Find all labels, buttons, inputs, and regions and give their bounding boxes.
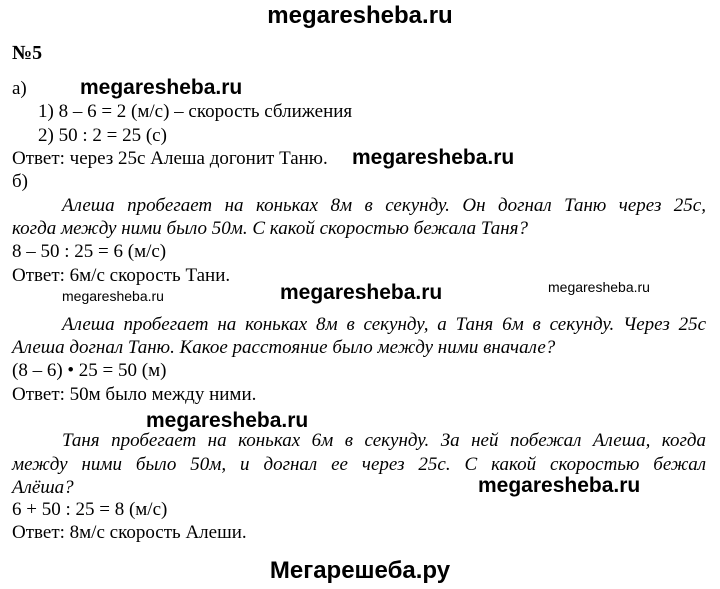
answer3: Ответ: 8м/с скорость Алеши. (12, 522, 247, 543)
part-a-answer: Ответ: через 25с Алеша догонит Таню. (12, 148, 328, 169)
task3-line2: между ними было 50м, и догнал ее через 25с. С какой скоростью бежал (12, 454, 706, 475)
watermark-right: megaresheba.ru (548, 279, 650, 295)
task3-line3: Алёша? (12, 477, 74, 498)
header-watermark: megaresheba.ru (267, 2, 453, 29)
problem-number: №5 (12, 42, 43, 64)
part-a-answer-watermark: megaresheba.ru (352, 146, 515, 169)
solution3: 6 + 50 : 25 = 8 (м/с) (12, 499, 168, 520)
part-a-watermark: megaresheba.ru (80, 76, 243, 99)
task3-watermark: megaresheba.ru (478, 474, 641, 497)
task2-line2: Алеша догнал Таню. Какое расстояние было между ними вначале? (12, 337, 556, 358)
part-b-label: б) (12, 171, 28, 192)
solution1: 8 – 50 : 25 = 6 (м/с) (12, 241, 167, 262)
watermark-mid: megaresheba.ru (146, 409, 309, 432)
task3-line1: Таня пробегает на коньках 6м в секунду. За ней побежал Алеша, когда (62, 430, 706, 451)
task1-line1: Алеша пробегает на коньках 8м в секунду. Он догнал Таню через 25с, (62, 195, 706, 216)
answer1: Ответ: 6м/с скорость Тани. (12, 265, 231, 286)
watermark-center: megaresheba.ru (280, 281, 443, 304)
task1-line2: когда между ними было 50м. С какой скоростью бежала Таня? (12, 218, 528, 239)
answer2: Ответ: 50м было между ними. (12, 384, 257, 405)
part-a-step2: 2) 50 : 2 = 25 (с) (38, 125, 167, 146)
solution2: (8 – 6) • 25 = 50 (м) (12, 360, 167, 381)
task2-line1: Алеша пробегает на коньках 8м в секунду, а Таня 6м в секунду. Через 25с (62, 314, 706, 335)
footer-watermark: Мегарешеба.ру (269, 557, 451, 584)
part-a-label: а) (12, 78, 27, 99)
watermark-left: megaresheba.ru (62, 288, 164, 304)
part-a-step1: 1) 8 – 6 = 2 (м/с) – скорость сближения (38, 101, 353, 122)
